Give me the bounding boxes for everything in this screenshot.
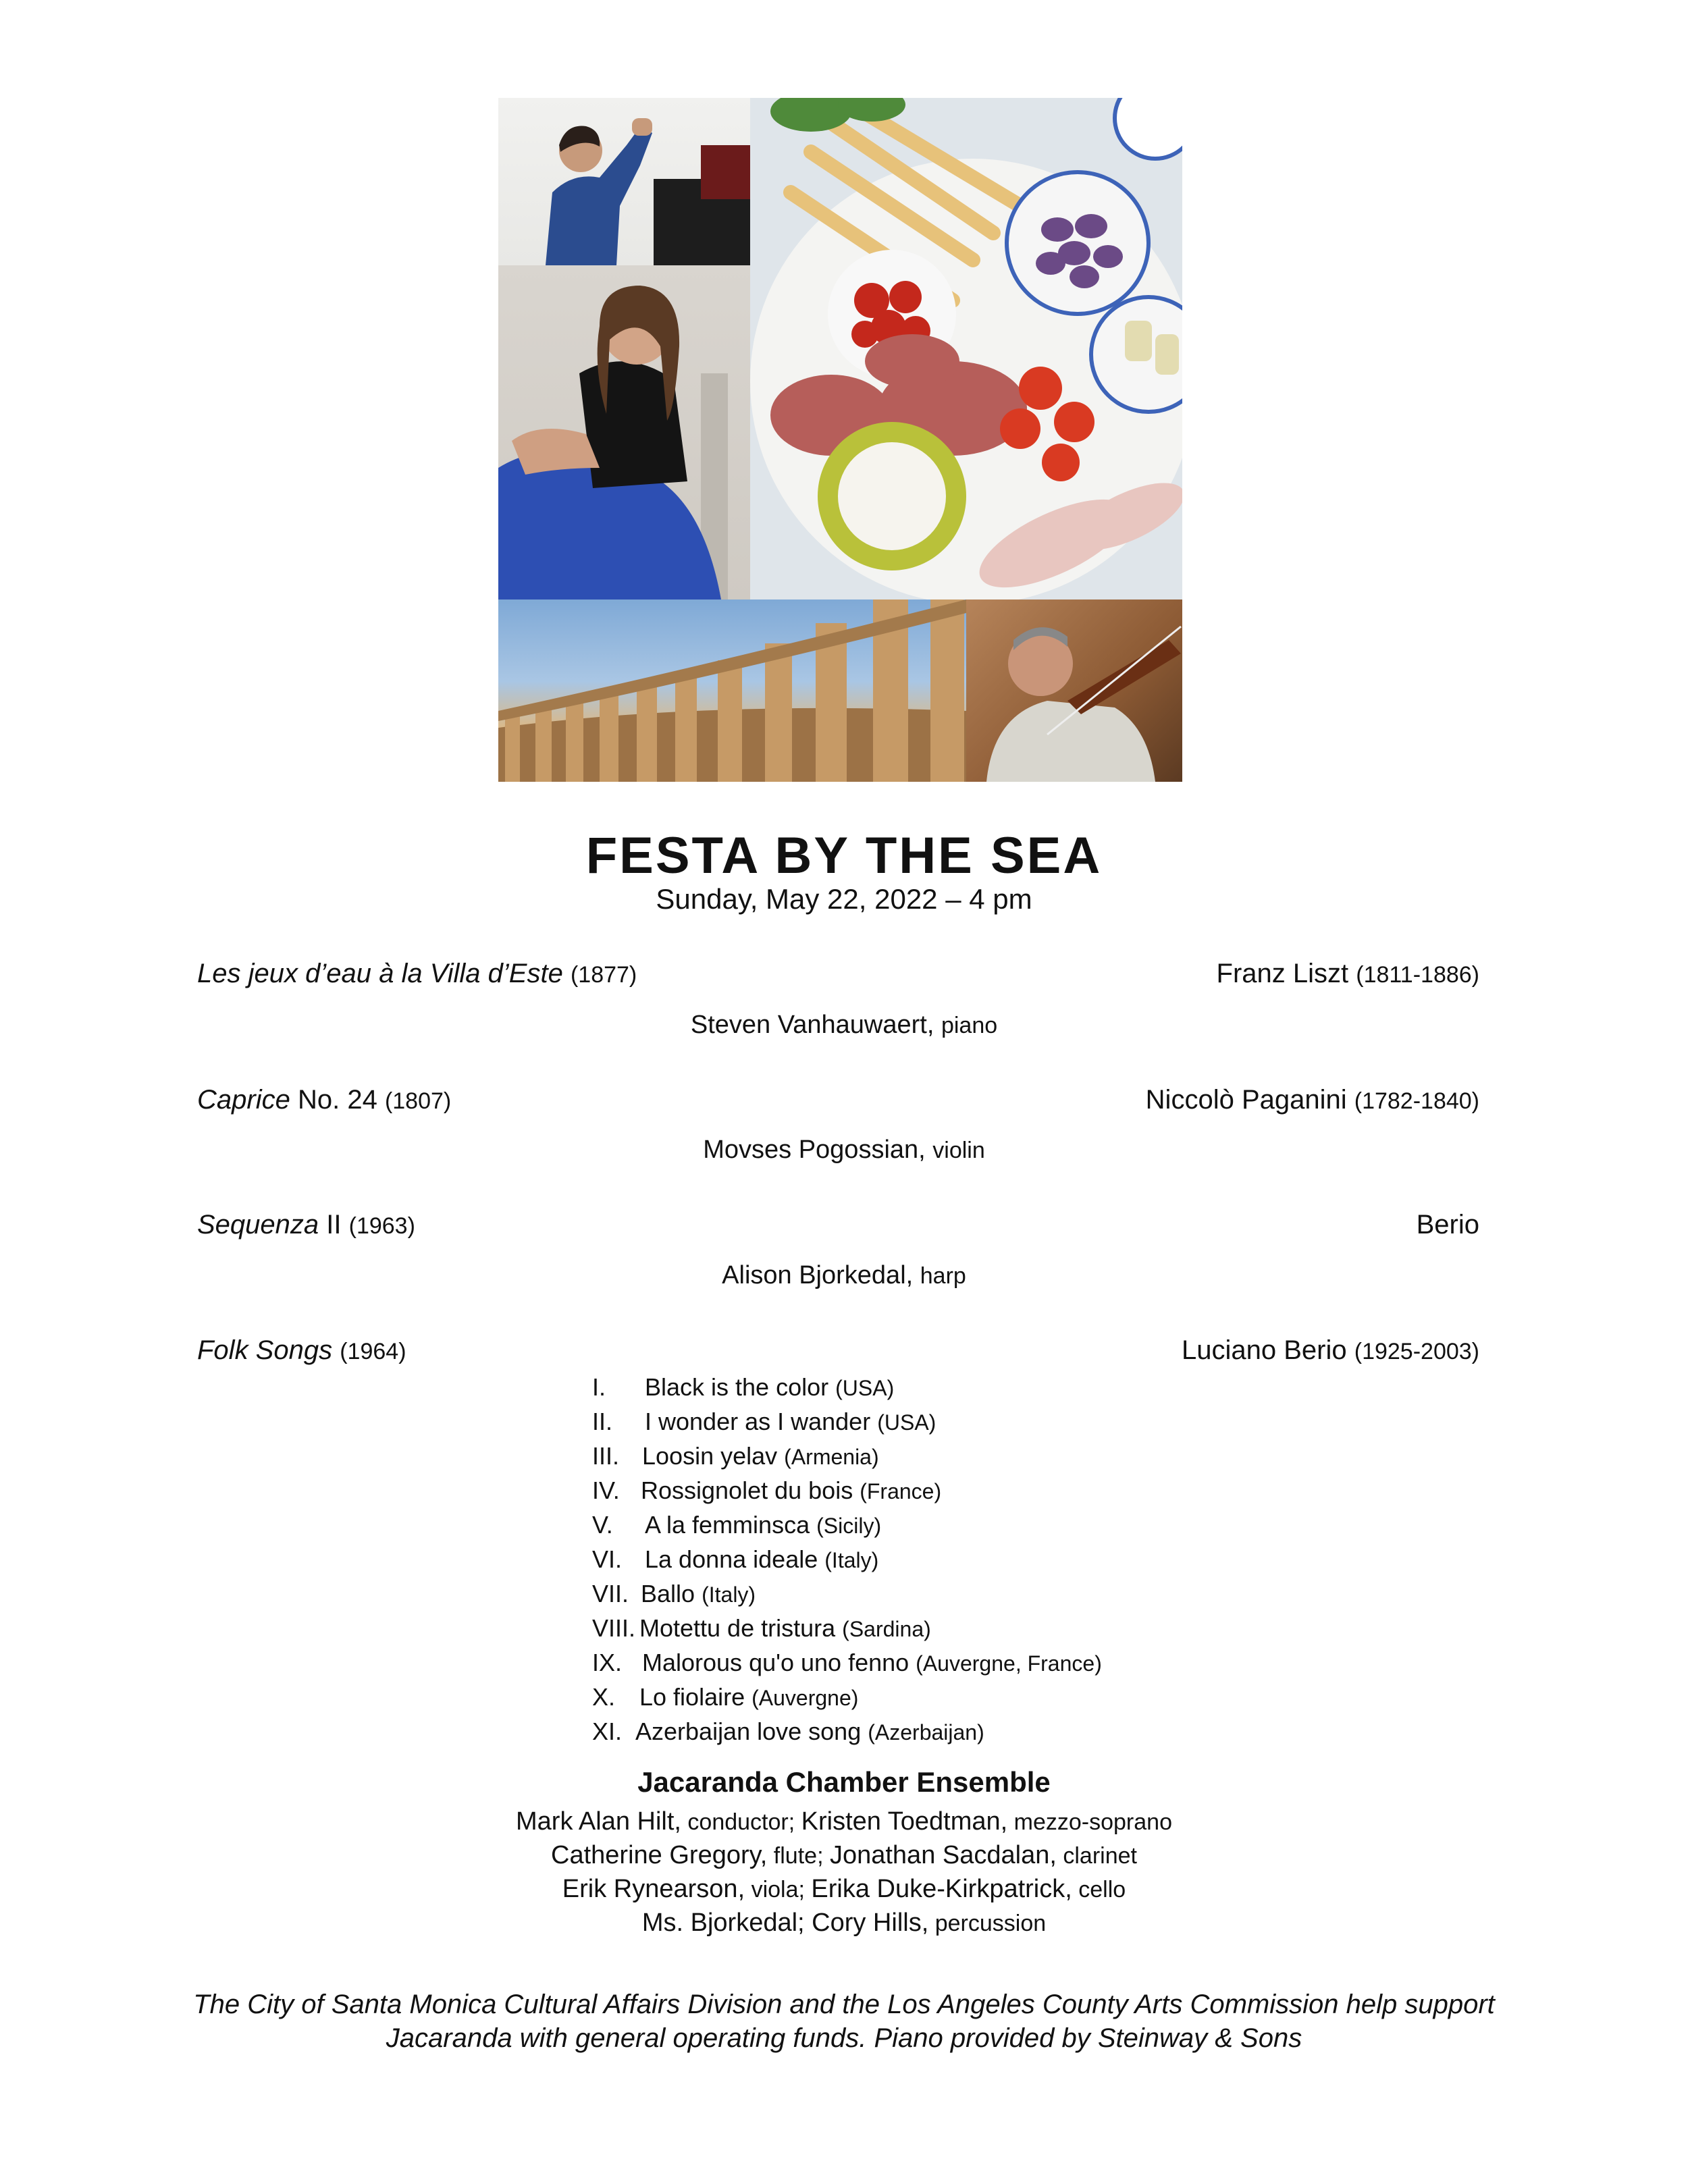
- song-title: Malorous qu'o uno fenno: [642, 1649, 909, 1676]
- folk-song-item: [592, 1405, 1102, 1439]
- work-year: (1877): [570, 962, 637, 988]
- folk-song-item: [592, 1370, 1102, 1405]
- song-origin: (Sardina): [842, 1617, 931, 1641]
- performer-name: Steven Vanhauwaert,: [690, 1011, 934, 1039]
- song-number: VIII.: [592, 1614, 636, 1642]
- folk-song-item: [592, 1474, 1102, 1508]
- photo-collage: [498, 98, 1182, 782]
- song-origin: (USA): [877, 1410, 937, 1435]
- song-title: Azerbaijan love song: [635, 1717, 862, 1745]
- antipasto-platter-photo: [750, 98, 1182, 600]
- folk-song-item: [592, 1612, 1102, 1646]
- ensemble-line: [0, 1907, 1688, 1940]
- member-name: Catherine Gregory,: [551, 1841, 768, 1869]
- program-work-1: [197, 959, 637, 989]
- member-name: Erika Duke-Kirkpatrick,: [811, 1875, 1072, 1903]
- member-role: conductor;: [681, 1809, 801, 1835]
- song-title: A la femminsca: [645, 1511, 810, 1539]
- work-year: (1963): [348, 1213, 415, 1239]
- song-title: Black is the color: [645, 1373, 829, 1401]
- song-title: Rossignolet du bois: [641, 1476, 853, 1504]
- folk-song-item: [592, 1715, 1102, 1749]
- folk-song-item: [592, 1680, 1102, 1715]
- support-credit-line-2: Jacaranda with general operating funds. Piano provided by Steinway & Sons: [386, 2023, 1302, 2053]
- song-origin: (Auvergne): [751, 1686, 859, 1710]
- program-composer-3: [1417, 1210, 1479, 1240]
- song-number: II.: [592, 1408, 613, 1435]
- folk-song-item: [592, 1543, 1102, 1577]
- song-title: Lo fiolaire: [639, 1683, 745, 1711]
- song-number: III.: [592, 1442, 620, 1470]
- song-number: VI.: [592, 1545, 623, 1573]
- song-title: La donna ideale: [645, 1545, 818, 1573]
- composer-dates: (1782-1840): [1354, 1088, 1479, 1114]
- work-year: (1807): [384, 1088, 452, 1114]
- program-work-3: Sequenza II (1963): [197, 1210, 415, 1240]
- roman-colonnade-photo: [498, 600, 966, 782]
- member-name: Jonathan Sacdalan,: [829, 1841, 1057, 1869]
- work-title: Les jeux d’eau à la Villa d’Este: [197, 959, 563, 988]
- song-number: V.: [592, 1511, 613, 1539]
- performer-instrument: harp: [920, 1263, 966, 1289]
- member-role: cello: [1072, 1877, 1126, 1902]
- ensemble-roster: [0, 1805, 1688, 1940]
- composer-name: Luciano Berio: [1182, 1335, 1347, 1365]
- song-origin: (Italy): [702, 1582, 756, 1607]
- harpist-photo: [498, 265, 750, 600]
- member-role: mezzo-soprano: [1007, 1809, 1172, 1835]
- support-credit: [0, 1988, 1688, 2055]
- performer-instrument: violin: [932, 1138, 985, 1163]
- ensemble-name: Jacaranda Chamber Ensemble: [637, 1766, 1051, 1798]
- folk-song-item: [592, 1646, 1102, 1680]
- folk-song-item: [592, 1439, 1102, 1474]
- member-role: percussion: [928, 1911, 1047, 1936]
- song-origin: (Azerbaijan): [868, 1720, 984, 1744]
- song-number: IV.: [592, 1476, 620, 1504]
- member-role: flute;: [767, 1843, 830, 1869]
- member-name: Ms. Bjorkedal; Cory Hills,: [641, 1909, 929, 1937]
- song-origin: (Italy): [824, 1548, 879, 1572]
- composer-dates: (1925-2003): [1354, 1339, 1479, 1364]
- folk-song-item: [592, 1577, 1102, 1612]
- song-title: I wonder as I wander: [645, 1408, 871, 1435]
- song-origin: (Sicily): [816, 1514, 882, 1538]
- song-title: Loosin yelav: [642, 1442, 778, 1470]
- work-title: Caprice: [197, 1085, 290, 1115]
- song-number: XI.: [592, 1717, 623, 1745]
- conductor-photo: [498, 98, 750, 265]
- performer-name: Movses Pogossian,: [703, 1136, 926, 1164]
- composer-name: Berio: [1416, 1210, 1479, 1240]
- program-composer-1: [1217, 959, 1479, 989]
- member-name: Erik Rynearson,: [562, 1875, 745, 1903]
- member-name: Mark Alan Hilt,: [516, 1807, 681, 1836]
- song-number: I.: [592, 1373, 606, 1401]
- composer-name: Franz Liszt: [1216, 959, 1349, 988]
- folk-song-item: [592, 1508, 1102, 1543]
- program-work-2: Caprice No. 24 (1807): [197, 1085, 452, 1115]
- program-composer-4: [1182, 1335, 1479, 1366]
- member-name: Kristen Toedtman,: [801, 1807, 1008, 1836]
- performer-name: Alison Bjorkedal,: [722, 1261, 914, 1289]
- member-role: viola;: [745, 1877, 812, 1902]
- composer-name: Niccolò Paganini: [1145, 1085, 1347, 1115]
- member-role: clarinet: [1056, 1843, 1137, 1869]
- program-performer-2: [0, 1136, 1688, 1165]
- song-origin: (France): [860, 1479, 942, 1503]
- performer-instrument: piano: [941, 1013, 998, 1038]
- ensemble-line: [0, 1805, 1688, 1839]
- song-number: X.: [592, 1683, 616, 1711]
- song-title: Motettu de tristura: [639, 1614, 836, 1642]
- song-origin: (Auvergne, France): [916, 1651, 1102, 1676]
- event-date: Sunday, May 22, 2022 – 4 pm: [656, 883, 1032, 915]
- program-work-4: [197, 1335, 406, 1366]
- song-number: IX.: [592, 1649, 623, 1676]
- ensemble-line: [0, 1839, 1688, 1873]
- folk-songs-list: [592, 1370, 1102, 1749]
- work-title: Sequenza: [197, 1210, 319, 1240]
- song-number: VII.: [592, 1580, 629, 1607]
- work-title: Folk Songs: [197, 1335, 333, 1365]
- program-performer-1: [0, 1011, 1688, 1040]
- ensemble-line: [0, 1873, 1688, 1907]
- event-title: FESTA BY THE SEA: [585, 827, 1103, 884]
- violinist-photo: [966, 600, 1182, 782]
- program-performer-3: [0, 1261, 1688, 1290]
- work-year: (1964): [340, 1339, 406, 1364]
- song-origin: (USA): [835, 1376, 895, 1400]
- song-title: Ballo: [641, 1580, 695, 1607]
- song-origin: (Armenia): [784, 1445, 879, 1469]
- program-composer-2: [1146, 1085, 1479, 1115]
- composer-dates: (1811-1886): [1356, 962, 1479, 988]
- support-credit-line-1: The City of Santa Monica Cultural Affairs Division and the Los Angeles County Arts Commission help support: [193, 1990, 1495, 2019]
